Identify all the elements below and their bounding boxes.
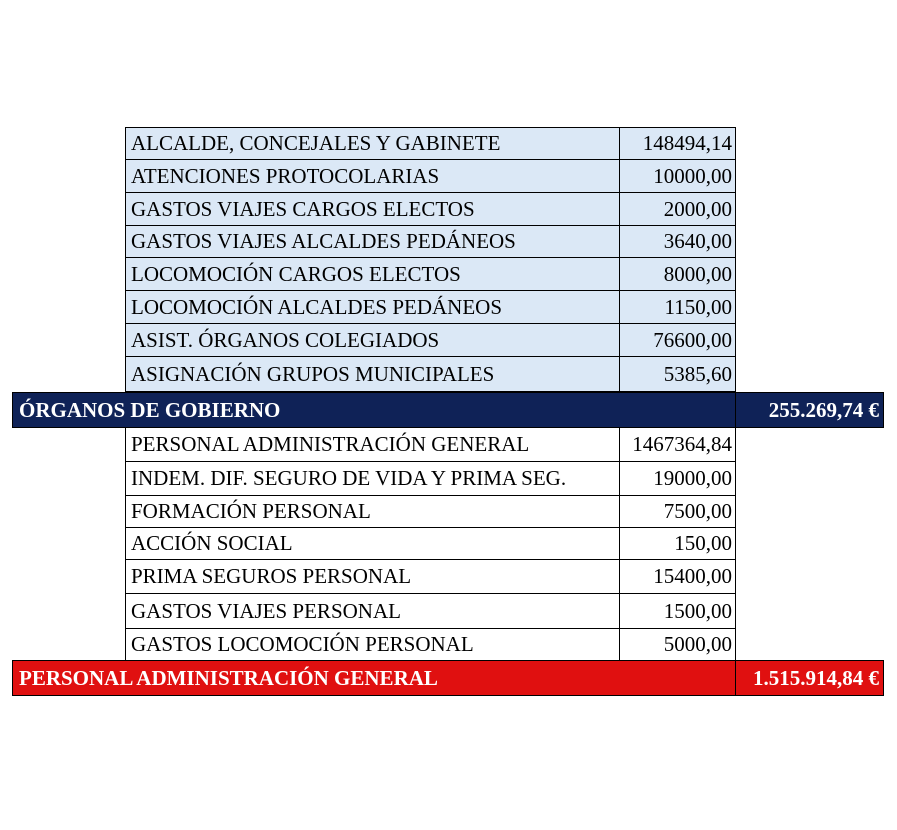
- row-value: 1500,00: [619, 593, 736, 629]
- row-label: FORMACIÓN PERSONAL: [125, 495, 620, 528]
- table-row: [0, 495, 897, 528]
- total-label: ÓRGANOS DE GOBIERNO: [19, 397, 281, 422]
- row-value: 8000,00: [619, 257, 736, 291]
- row-value: 5385,60: [619, 356, 736, 392]
- table-row: [0, 527, 897, 560]
- row-label: ASIST. ÓRGANOS COLEGIADOS: [125, 323, 620, 357]
- row-label: ALCALDE, CONCEJALES Y GABINETE: [125, 127, 620, 160]
- row-value: 148494,14: [619, 127, 736, 160]
- table-row: [0, 257, 897, 291]
- row-label: PRIMA SEGUROS PERSONAL: [125, 559, 620, 594]
- row-label: GASTOS VIAJES ALCALDES PEDÁNEOS: [125, 225, 620, 258]
- total-label: PERSONAL ADMINISTRACIÓN GENERAL: [19, 665, 438, 690]
- table-row: [0, 628, 897, 661]
- row-value: 150,00: [619, 527, 736, 560]
- row-label: ACCIÓN SOCIAL: [125, 527, 620, 560]
- row-value: 10000,00: [619, 159, 736, 193]
- row-label: ATENCIONES PROTOCOLARIAS: [125, 159, 620, 193]
- total-value: 1.515.914,84 €: [735, 661, 883, 695]
- row-label: GASTOS VIAJES CARGOS ELECTOS: [125, 192, 620, 226]
- row-label: LOCOMOCIÓN CARGOS ELECTOS: [125, 257, 620, 291]
- table-row: [0, 356, 897, 392]
- row-value: 19000,00: [619, 461, 736, 496]
- table-row: [0, 427, 897, 462]
- table-row: [0, 461, 897, 496]
- row-value: 1467364,84: [619, 427, 736, 462]
- row-value: 7500,00: [619, 495, 736, 528]
- total-value: 255.269,74 €: [735, 393, 883, 427]
- table-row: [0, 323, 897, 357]
- row-value: 76600,00: [619, 323, 736, 357]
- row-label: ASIGNACIÓN GRUPOS MUNICIPALES: [125, 356, 620, 392]
- row-value: 5000,00: [619, 628, 736, 661]
- row-value: 2000,00: [619, 192, 736, 226]
- row-label: PERSONAL ADMINISTRACIÓN GENERAL: [125, 427, 620, 462]
- row-value: 3640,00: [619, 225, 736, 258]
- total-row-personal: [12, 660, 884, 696]
- table-row: [0, 593, 897, 629]
- row-label: LOCOMOCIÓN ALCALDES PEDÁNEOS: [125, 290, 620, 324]
- table-row: [0, 127, 897, 160]
- row-value: 1150,00: [619, 290, 736, 324]
- table-row: [0, 159, 897, 193]
- row-label: GASTOS VIAJES PERSONAL: [125, 593, 620, 629]
- row-label: GASTOS LOCOMOCIÓN PERSONAL: [125, 628, 620, 661]
- row-label: INDEM. DIF. SEGURO DE VIDA Y PRIMA SEG.: [125, 461, 620, 496]
- table-row: [0, 290, 897, 324]
- row-value: 15400,00: [619, 559, 736, 594]
- table-row: [0, 225, 897, 258]
- total-row-organos: [12, 392, 884, 428]
- table-row: [0, 192, 897, 226]
- table-row: [0, 559, 897, 594]
